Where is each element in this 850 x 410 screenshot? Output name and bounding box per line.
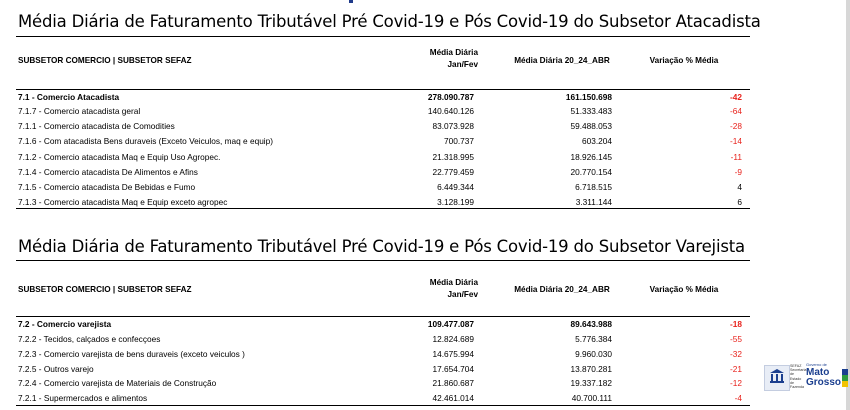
grosso-label: Grosso — [806, 377, 842, 388]
section-title: Média Diária de Faturamento Tributável Pré Covid-19 e Pós Covid-19 do Subsetor Atacadista — [18, 12, 761, 31]
row-variacao: -55 — [730, 334, 742, 344]
top-marker — [349, 0, 353, 3]
row-jan-fev: 12.824.689 — [432, 334, 474, 344]
header-jan-fev-line2: Jan/Fev — [447, 60, 478, 69]
table-row — [0, 181, 760, 193]
table-row — [0, 348, 760, 360]
header-jan-fev — [402, 277, 478, 301]
row-label: 7.1.2 - Comercio atacadista Maq e Equip Uso Agropec. — [18, 152, 221, 162]
row-variacao: -21 — [730, 364, 742, 374]
row-abr: 603.204 — [582, 136, 612, 146]
row-abr: 5.776.384 — [575, 334, 612, 344]
row-label: 7.1.7 - Comercio atacadista geral — [18, 106, 141, 116]
table-row — [0, 333, 760, 345]
table-row — [0, 151, 760, 163]
row-label: 7.1 - Comercio Atacadista — [18, 92, 120, 102]
row-jan-fev: 700.737 — [444, 136, 474, 146]
table-row — [0, 363, 760, 375]
header-jan-fev-line1: Média Diária — [429, 48, 478, 57]
row-label: 7.1.3 - Comercio atacadista Maq e Equip exceto agropec — [18, 197, 228, 207]
row-variacao: -18 — [730, 319, 742, 329]
table-bottom-rule — [16, 208, 750, 209]
row-jan-fev: 83.073.928 — [432, 121, 474, 131]
row-jan-fev: 3.128.199 — [437, 197, 474, 207]
title-rule — [16, 36, 750, 37]
header-variacao: Variação % Média — [649, 285, 719, 294]
row-abr: 59.488.053 — [570, 121, 612, 131]
window-edge — [846, 0, 850, 410]
row-jan-fev: 14.675.994 — [432, 349, 474, 359]
row-variacao: -28 — [730, 121, 742, 131]
section-title: Média Diária de Faturamento Tributável Pré Covid-19 e Pós Covid-19 do Subsetor Varejista — [18, 237, 745, 256]
row-abr: 51.333.483 — [570, 106, 612, 116]
row-variacao: -11 — [730, 152, 742, 162]
table-row — [0, 196, 760, 208]
row-label: 7.2.3 - Comercio varejista de bens duraveis (exceto veiculos ) — [18, 349, 245, 359]
row-label: 7.2 - Comercio varejista — [18, 319, 112, 329]
table-bottom-rule — [16, 405, 750, 406]
table-row — [0, 377, 760, 389]
row-label: 7.1.6 - Com atacadista Bens duraveis (Exceto Veiculos, maq e equip) — [18, 136, 274, 146]
row-variacao: -4 — [734, 393, 742, 403]
row-label: 7.1.5 - Comercio atacadista De Bebidas e Fumo — [18, 182, 196, 192]
row-variacao: -32 — [730, 349, 742, 359]
row-variacao: 4 — [737, 182, 742, 192]
header-abr: Média Diária 20_24_ABR — [514, 285, 610, 294]
header-subsetor: SUBSETOR COMERCIO | SUBSETOR SEFAZ — [18, 285, 192, 294]
row-label: 7.1.4 - Comercio atacadista De Alimentos e Afins — [18, 167, 198, 177]
flag-stripe-icon — [842, 369, 848, 387]
header-jan-fev-line1: Média Diária — [429, 278, 478, 287]
row-abr: 3.311.144 — [575, 197, 612, 207]
row-variacao: -14 — [730, 136, 742, 146]
row-variacao: -42 — [730, 92, 742, 102]
table-row — [0, 392, 760, 404]
title-rule — [16, 260, 750, 261]
row-label: 7.2.2 - Tecidos, calçados e confecçoes — [18, 334, 161, 344]
row-abr: 6.718.515 — [575, 182, 612, 192]
row-abr: 9.960.030 — [575, 349, 612, 359]
row-abr: 18.926.145 — [570, 152, 612, 162]
row-jan-fev: 42.461.014 — [432, 393, 474, 403]
table-row — [0, 91, 760, 103]
row-jan-fev: 21.318.995 — [432, 152, 474, 162]
row-abr: 89.643.988 — [570, 319, 612, 329]
governo-mt — [806, 362, 848, 394]
row-variacao: 6 — [737, 197, 742, 207]
row-abr: 19.337.182 — [570, 378, 612, 388]
row-jan-fev: 140.640.126 — [427, 106, 474, 116]
header-variacao: Variação % Média — [649, 56, 719, 65]
sefaz-mt-logo — [764, 360, 848, 396]
table-row — [0, 166, 760, 178]
row-jan-fev: 278.090.787 — [427, 92, 474, 102]
building-icon — [769, 368, 785, 384]
sefaz-label: SEFAZ Secretaria de Estado de Fazenda — [790, 364, 807, 390]
row-jan-fev: 109.477.087 — [427, 319, 474, 329]
mato-label: Mato — [806, 367, 830, 378]
header-rule — [16, 89, 750, 90]
row-variacao: -9 — [734, 167, 742, 177]
header-jan-fev — [402, 47, 478, 71]
table-row — [0, 135, 760, 147]
table-row — [0, 120, 760, 132]
row-jan-fev: 22.779.459 — [432, 167, 474, 177]
row-variacao: -64 — [730, 106, 742, 116]
header-subsetor: SUBSETOR COMERCIO | SUBSETOR SEFAZ — [18, 56, 192, 65]
row-abr: 40.700.111 — [571, 393, 612, 403]
sefaz-emblem — [764, 365, 790, 391]
table-row — [0, 105, 760, 117]
row-abr: 20.770.154 — [570, 167, 612, 177]
row-label: 7.2.5 - Outros varejo — [18, 364, 94, 374]
header-rule — [16, 316, 750, 317]
row-label: 7.2.1 - Supermercados e alimentos — [18, 393, 148, 403]
row-abr: 161.150.698 — [565, 92, 612, 102]
row-jan-fev: 17.654.704 — [432, 364, 474, 374]
row-label: 7.1.1 - Comercio atacadista de Comodities — [18, 121, 175, 131]
header-jan-fev-line2: Jan/Fev — [447, 290, 478, 299]
row-variacao: -12 — [730, 378, 742, 388]
row-abr: 13.870.281 — [570, 364, 612, 374]
table-row — [0, 318, 760, 330]
row-label: 7.2.4 - Comercio varejista de Materiais de Construção — [18, 378, 217, 388]
governo-label: Governo de — [806, 362, 827, 367]
row-jan-fev: 6.449.344 — [437, 182, 474, 192]
row-jan-fev: 21.860.687 — [432, 378, 474, 388]
header-abr: Média Diária 20_24_ABR — [514, 56, 610, 65]
